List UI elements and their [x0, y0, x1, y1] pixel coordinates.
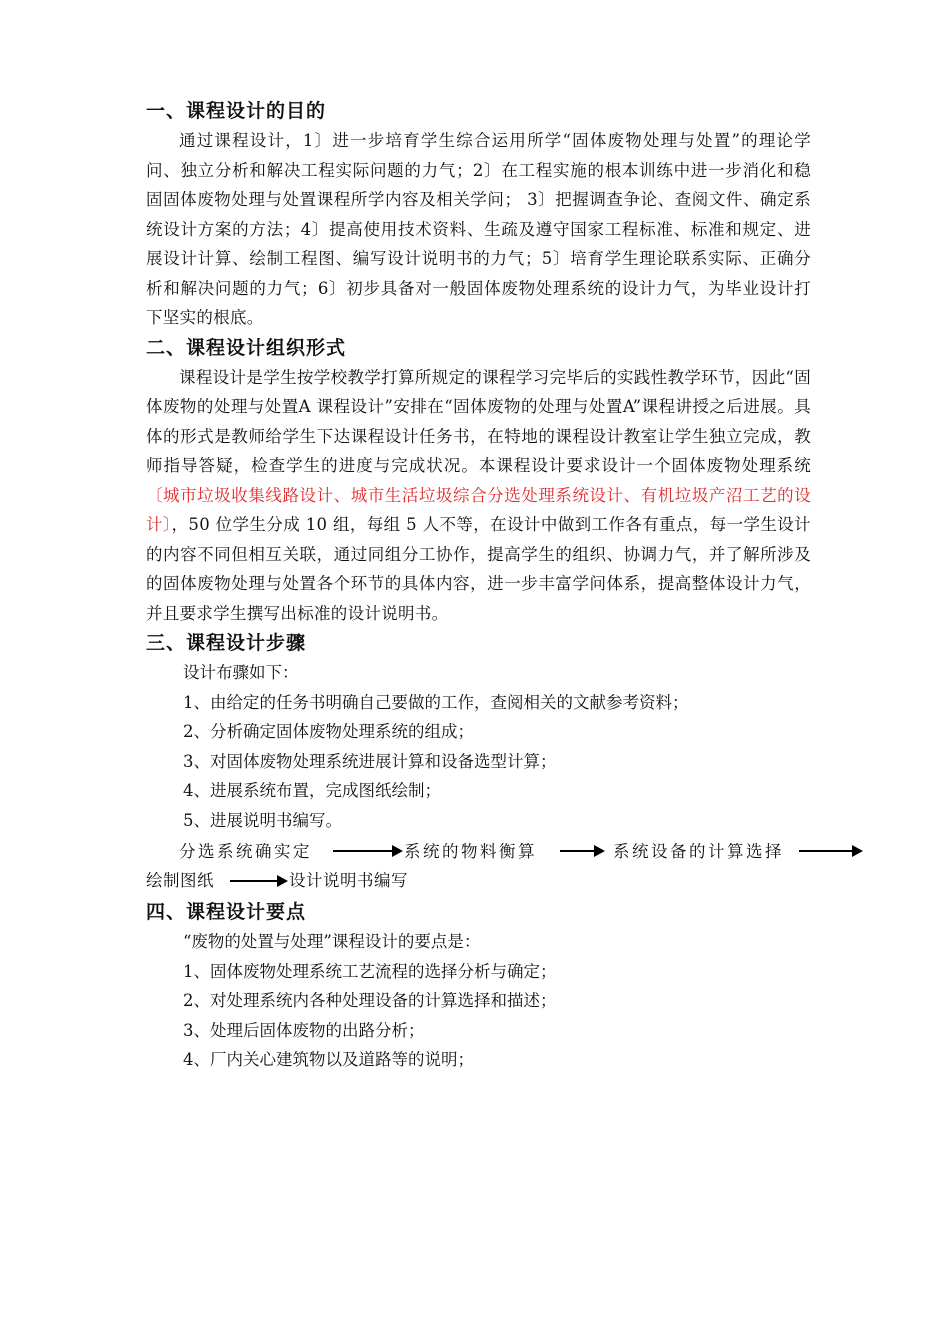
arrow-right-icon — [799, 850, 861, 852]
point-item: 1、固体废物处理系统工艺流程的选择分析与确定； — [183, 961, 557, 981]
arrow-right-icon — [560, 850, 603, 852]
section-2-paragraph — [146, 363, 811, 629]
section-2-highlight: 〔城市垃圾收集线路设计、城市生活垃圾综合分选处理系统设计、有机垃圾产沼工艺的设计〕 — [146, 485, 811, 534]
point-item: 2、对处理系统内各种处理设备的计算选择和描述； — [183, 991, 557, 1010]
point-item: 4、厂内关心建筑物以及道路等的说明； — [183, 1050, 474, 1069]
section-1-paragraph: 通过课程设计，1〕进一步培育学生综合运用所学“固体废物处理与处置”的理论学问、独立分析和解决工程实际问题的力气；2〕在工程实施的根本训练中进一步消化和稳固固体废物处理与处置课程所学内容及相关学问； 3〕把握调查争论、查阅文件、确定系统设计方案的方法；4〕提高使用技术资料、生疏及遵守国家工程标准、标准和规定、进展设计计算、绘制工程图、编写设计说明书的力气；5〕培育学生理论联系实际、正确分析和解决问题的力气；6〕初步具备对一般固体废物处理系统的设计力气，为毕业设计打下坚实的根底。 — [146, 131, 811, 327]
step-item: 1、由给定的任务书明确自己要做的工作，查阅相关的文献参考资料； — [183, 692, 689, 712]
arrow-right-icon — [333, 850, 401, 852]
flow-diagram-row-2 — [146, 867, 811, 897]
step-item: 4、进展系统布置，完成图纸绘制； — [183, 781, 441, 800]
section-2-text-b: ，50 位学生分成 10 组，每组 5 人不等，在设计中做到工作各有重点，每一学生设计的内容不同但相互关联，通过同组分工协作，提高学生的组织、协调力气，并了解所涉及的固体废物处理与处置各个环节的具体内容，进一步丰富学问体系，提高整体设计力气，并且要求学生撰写出标准的设计说明书。 — [146, 515, 811, 623]
section-1-heading: 一、课程设计的目的 — [146, 100, 327, 122]
flow-step: 分选系统确实定 — [179, 842, 312, 861]
section-3-heading: 三、课程设计步骤 — [146, 632, 307, 654]
flow-step: 绘制图纸 — [146, 871, 214, 890]
flow-diagram-row-1 — [146, 835, 811, 867]
point-item: 3、处理后固体废物的出路分析； — [183, 1020, 425, 1040]
section-2-heading: 二、课程设计组织形式 — [146, 336, 347, 359]
flow-step: 设计说明书编写 — [289, 871, 408, 890]
section-4-heading: 四、课程设计要点 — [146, 901, 307, 923]
step-item: 2、分析确定固体废物处理系统的组成； — [183, 722, 474, 741]
section-3-intro: 设计布骤如下： — [183, 663, 299, 682]
section-4-intro: “废物的处置与处理”课程设计的要点是： — [183, 932, 481, 951]
step-item: 3、对固体废物处理系统进展计算和设备选型计算； — [183, 751, 557, 771]
flow-step: 系统设备的计算选择 — [613, 842, 784, 861]
section-2-text-a: 课程设计是学生按学校教学打算所规定的课程学习完毕后的实践性教学环节，因此“固体废物的处理与处置A 课程设计”安排在“固体废物的处理与处置A”课程讲授之后进展。具体的形式是教师给学生下达课程设计任务书，在特地的课程设计教室让学生独立完成，教师指导答疑，检查学生的进度与完成状况。本课程设计要求设计一个固体废物处理系统 — [146, 367, 811, 475]
flow-step: 系统的物料衡算 — [404, 842, 537, 861]
document-page — [146, 96, 811, 1075]
step-item: 5、进展说明书编写。 — [183, 810, 342, 830]
arrow-right-icon — [230, 880, 286, 882]
